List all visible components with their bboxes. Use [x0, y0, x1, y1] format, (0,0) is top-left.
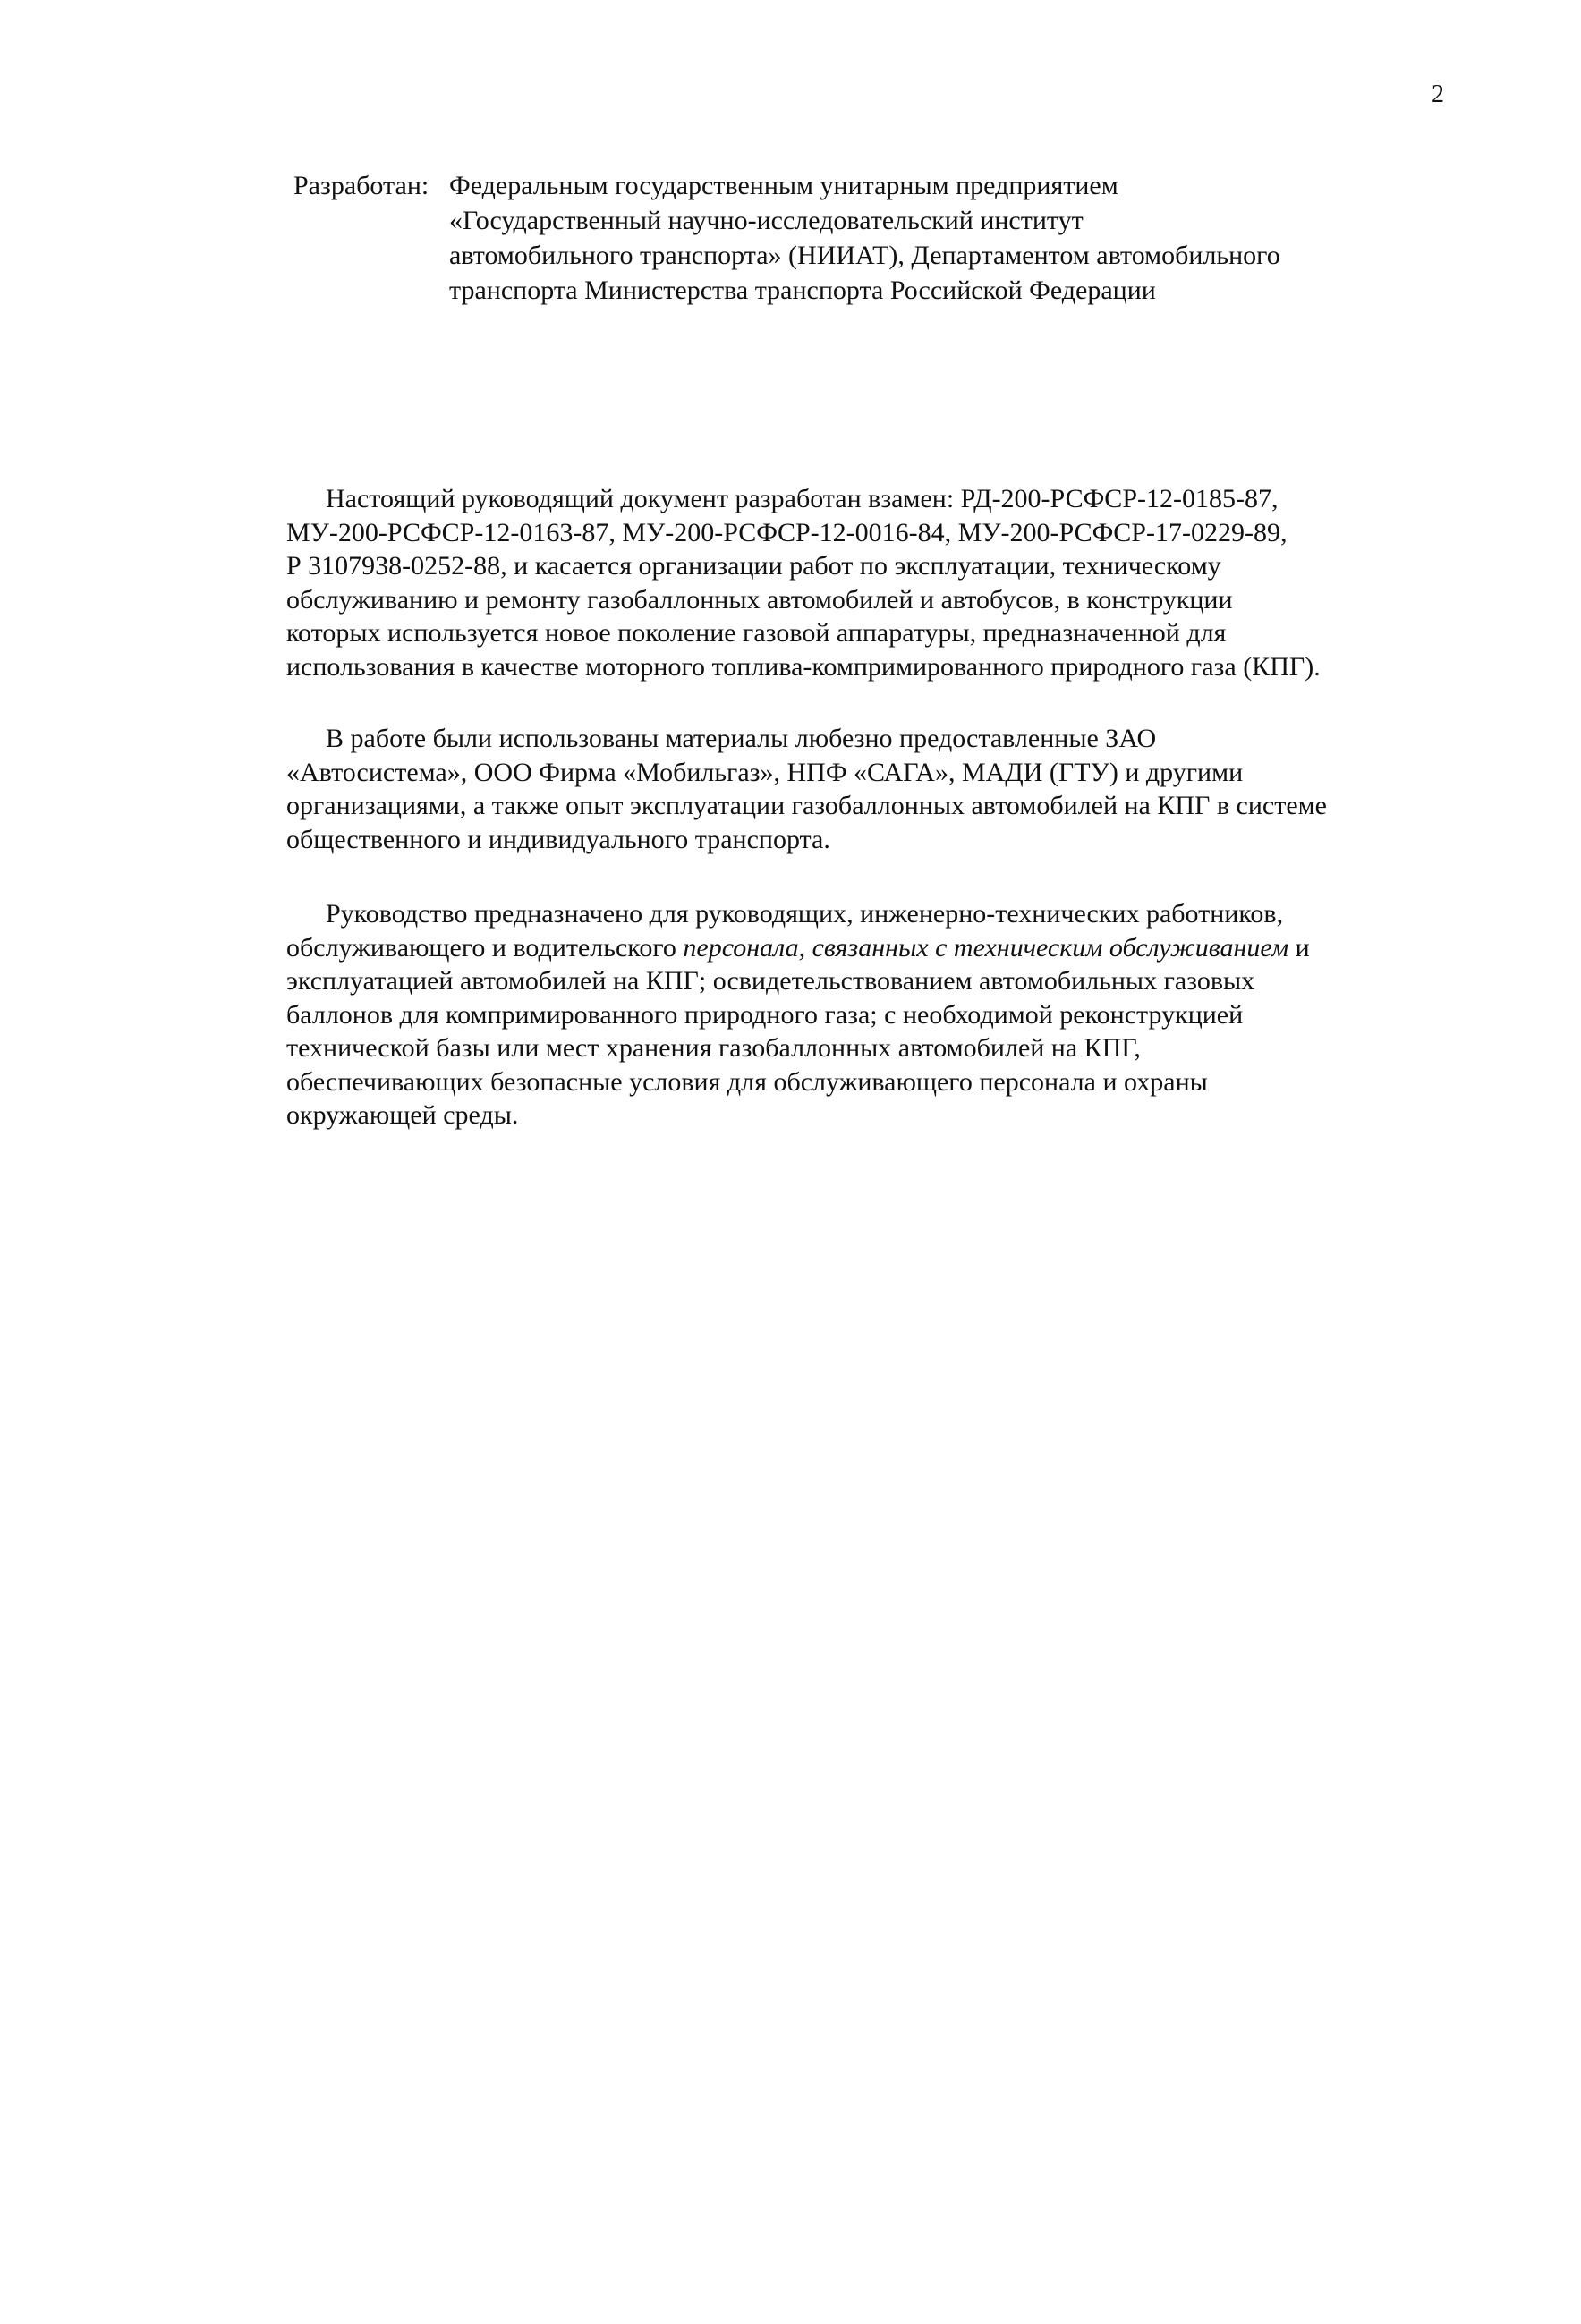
paragraph-line: Р 3107938-0252-88, и касается организации работ по эксплуатации, техническому	[286, 551, 1221, 581]
paragraph-line: которых используется новое поколение газовой аппаратуры, предназначенной для	[286, 618, 1227, 648]
developed-by-organizations	[449, 168, 1433, 308]
paragraph-line: обеспечивающих безопасные условия для обслуживающего персонала и охраны	[286, 1066, 1208, 1097]
paragraph-intended-audience	[286, 897, 1467, 1132]
paragraph-line: обслуживанию и ремонту газобаллонных автомобилей и автобусов, в конструкции	[286, 584, 1233, 615]
text-run: обслуживающего и водительского	[286, 932, 684, 963]
paragraph-line: Настоящий руководящий документ разработан взамен: РД-200-РСФСР-12-0185-87,	[326, 484, 1279, 513]
paragraph-line: окружающей среды.	[286, 1100, 519, 1130]
paragraph-line: баллонов для компримированного природного газа; с необходимой реконструкцией	[286, 999, 1244, 1030]
italic-text-run: персонала, связанных с техническим обслуживанием	[683, 932, 1289, 963]
paragraph-line: технической базы или мест хранения газобаллонных автомобилей на КПГ,	[286, 1033, 1141, 1063]
paragraph-line: эксплуатацией автомобилей на КПГ; освидетельствованием автомобильных газовых	[286, 966, 1255, 996]
developed-by-line: транспорта Министерства транспорта Российской Федерации	[449, 276, 1156, 305]
paragraph-line: Руководство предназначено для руководящих, инженерно-технических работников,	[326, 899, 1284, 929]
paragraph-line: использования в качестве моторного топлива-компримированного природного газа (КПГ).	[286, 651, 1321, 682]
paragraph-materials-used	[286, 722, 1467, 856]
paragraph-line: общественного и индивидуального транспорта.	[286, 824, 830, 854]
paragraph-replaces-documents	[286, 482, 1467, 683]
paragraph-line: В работе были использованы материалы любезно предоставленные ЗАО	[326, 724, 1157, 753]
page-number: 2	[1432, 81, 1444, 108]
text-run: и	[1288, 932, 1310, 963]
paragraph-line: «Автосистема», ООО Фирма «Мобильгаз», НПФ «САГА», МАДИ (ГТУ) и другими	[286, 757, 1244, 787]
developed-by-line: автомобильного транспорта» (НИИАТ), Департаментом автомобильного	[449, 241, 1280, 270]
developed-by-label: Разработан:	[293, 171, 429, 200]
paragraph-line: организациями, а также опыт эксплуатации газобаллонных автомобилей на КПГ в системе	[286, 791, 1327, 820]
paragraph-line: МУ-200-РСФСР-12-0163-87, МУ-200-РСФСР-12-0016-84, МУ-200-РСФСР-17-0229-89,	[286, 517, 1288, 547]
developed-by-line: Федеральным государственным унитарным предприятием	[449, 171, 1118, 200]
developed-by-line: «Государственный научно-исследовательский институт	[449, 206, 1084, 235]
developed-by-block	[293, 168, 1457, 308]
paragraph-line-mixed	[286, 931, 1467, 965]
